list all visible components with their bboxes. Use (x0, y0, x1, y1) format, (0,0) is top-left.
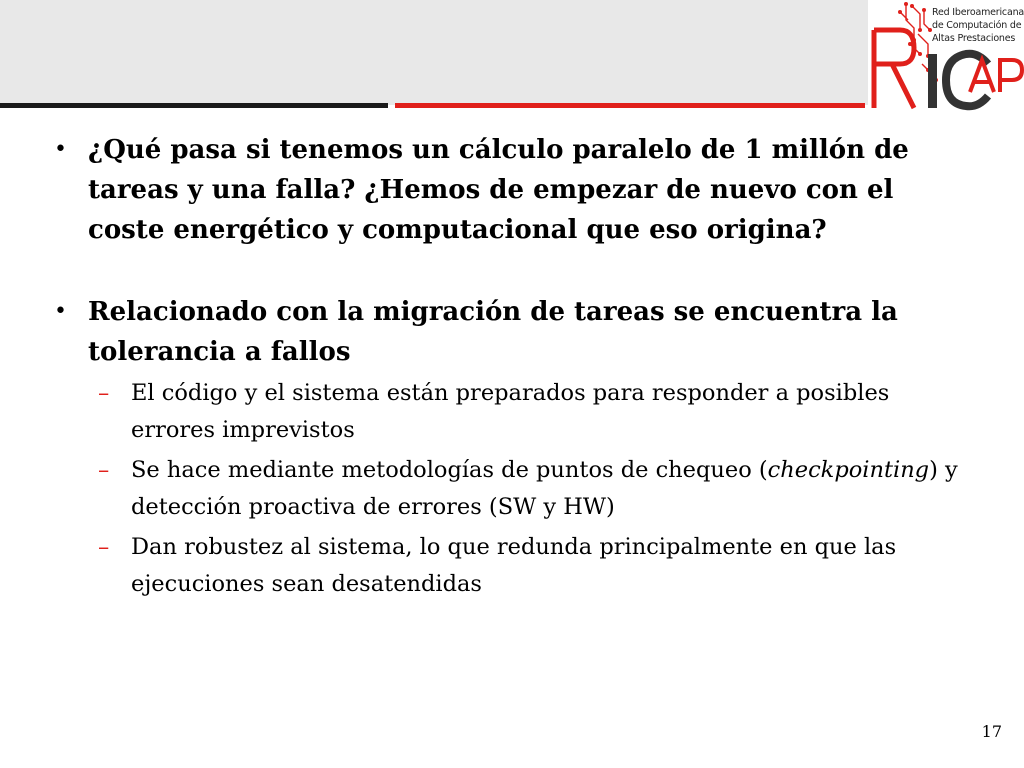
header-rule-red (395, 103, 865, 108)
dash-marker: – (98, 534, 110, 560)
sub-bullet-list (88, 375, 972, 603)
sub-bullet-text-emphasis: checkpointing (767, 457, 930, 483)
sub-bullet-item-1 (88, 375, 972, 449)
bullet-marker: • (54, 299, 67, 324)
page-number: 17 (981, 722, 1002, 741)
header-rule-black (0, 103, 388, 108)
sub-bullet-text: El código y el sistema están preparados para responder a posibles errores imprevistos (131, 380, 890, 443)
bullet-text: Relacionado con la migración de tareas se encuentra la tolerancia a fallos (88, 297, 898, 367)
sub-bullet-item-2 (88, 452, 972, 526)
sub-bullet-text: Dan robustez al sistema, lo que redunda principalmente en que las ejecuciones sean desatendidas (131, 534, 897, 597)
sub-bullet-item-3 (88, 529, 972, 603)
logo-line-1: Red Iberoamericana (932, 7, 1024, 18)
logo-line-3: Altas Prestaciones (932, 33, 1016, 44)
logo-line-2: de Computación de (932, 20, 1022, 31)
bullet-list (52, 130, 972, 603)
slide-content (52, 130, 972, 603)
sub-bullet-text-pre: Se hace mediante metodologías de puntos de chequeo ( (131, 457, 768, 483)
sub-bullet-text-post: ) y detección proactiva de errores (SW y HW) (131, 457, 958, 520)
bullet-item-1 (52, 130, 972, 250)
ricap-logo (870, 0, 1024, 112)
header-band (0, 0, 868, 105)
dash-marker: – (98, 457, 110, 483)
logo-caption (932, 6, 1024, 45)
bullet-text: ¿Qué pasa si tenemos un cálculo paralelo de 1 millón de tareas y una falla? ¿Hemos de empezar de nuevo con el coste energético y computacional que eso origina? (88, 135, 909, 245)
bullet-item-2 (52, 292, 972, 603)
bullet-marker: • (54, 137, 67, 162)
dash-marker: – (98, 380, 110, 406)
